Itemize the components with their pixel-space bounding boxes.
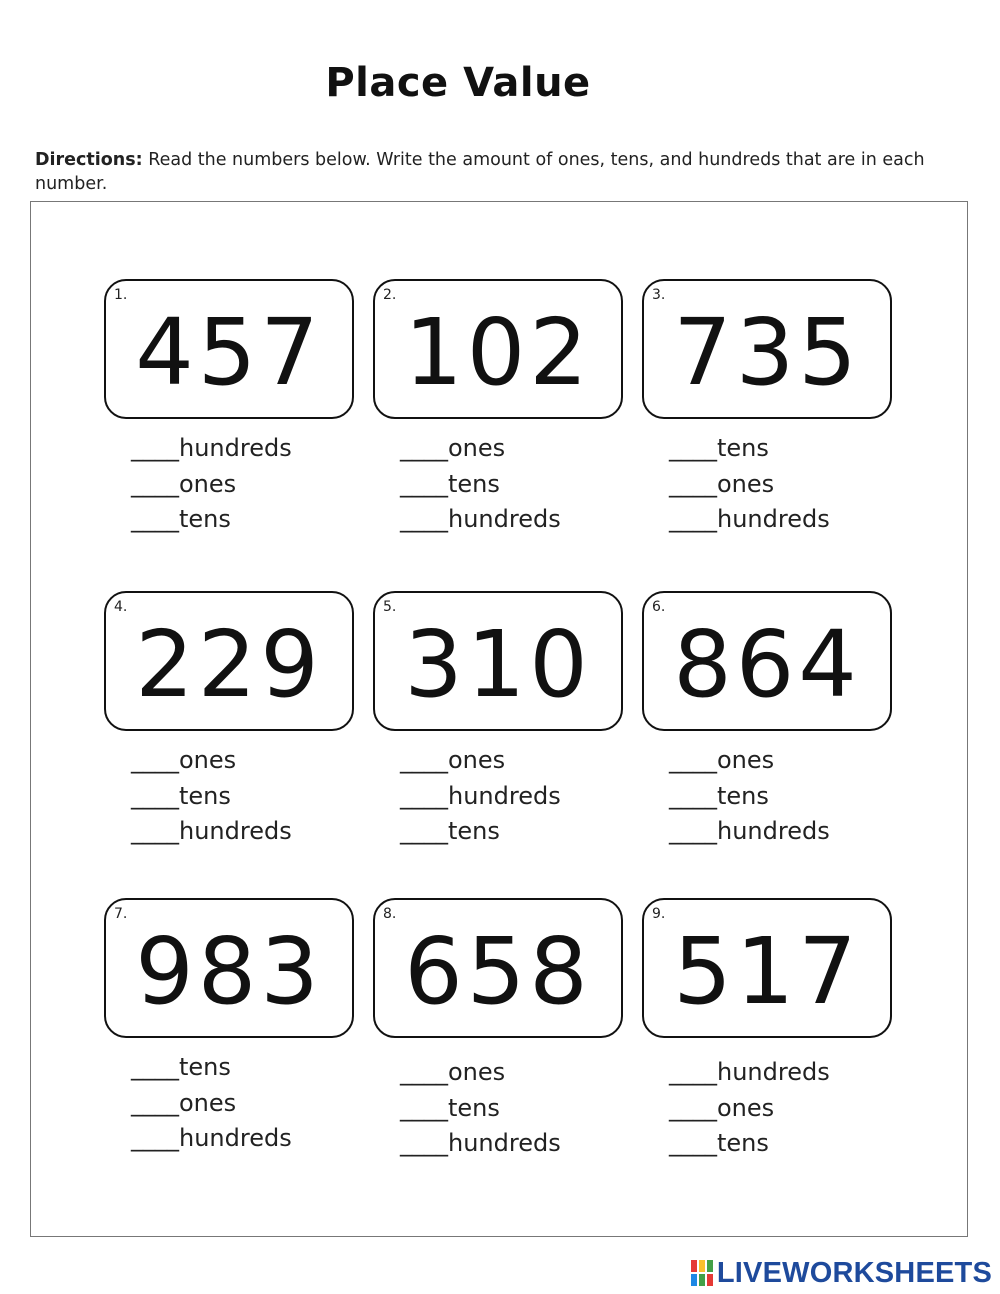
place-value-word: tens <box>717 781 769 810</box>
answer-blank[interactable]: ____ <box>400 1129 448 1157</box>
answer-blank[interactable]: ____ <box>131 817 179 845</box>
problem-label: 1. <box>114 287 128 303</box>
answer-line <box>400 1091 628 1127</box>
problem-number: 229 <box>135 611 323 718</box>
place-value-word: ones <box>717 746 775 774</box>
answer-blank[interactable]: ____ <box>131 746 179 774</box>
problem-1 <box>104 279 359 538</box>
answer-blank[interactable]: ____ <box>131 1124 179 1152</box>
problem-label: 8. <box>383 906 397 922</box>
answer-blank[interactable]: ____ <box>400 1093 448 1122</box>
place-value-word: ones <box>179 746 237 774</box>
place-value-word: tens <box>717 1129 769 1157</box>
answer-line <box>131 1050 359 1086</box>
answer-lines <box>104 743 359 850</box>
problem-label: 5. <box>383 599 397 615</box>
place-value-word: hundreds <box>179 1124 292 1152</box>
place-value-word: ones <box>448 1058 506 1086</box>
problem-4 <box>104 591 359 850</box>
answer-lines <box>642 1055 897 1162</box>
answer-blank[interactable]: ____ <box>669 817 717 845</box>
answer-line <box>400 779 628 815</box>
answer-line <box>669 1055 897 1091</box>
answer-line <box>669 467 897 503</box>
place-value-word: tens <box>179 505 231 533</box>
place-value-word: ones <box>717 1093 775 1122</box>
answer-line <box>669 779 897 815</box>
answer-blank[interactable]: ____ <box>400 505 448 533</box>
problem-2 <box>373 279 628 538</box>
answer-line <box>400 467 628 503</box>
answer-blank[interactable]: ____ <box>131 469 179 498</box>
answer-line <box>669 1091 897 1127</box>
problem-7 <box>104 898 359 1157</box>
answer-blank[interactable]: ____ <box>669 469 717 498</box>
problem-5 <box>373 591 628 850</box>
problem-number: 310 <box>404 611 592 718</box>
place-value-word: ones <box>717 469 775 498</box>
page-title: Place Value <box>325 60 591 106</box>
answer-line <box>669 743 897 779</box>
liveworksheets-logo-icon <box>691 1260 713 1286</box>
place-value-word: hundreds <box>179 434 292 462</box>
place-value-word: hundreds <box>179 817 292 845</box>
problem-number: 517 <box>673 918 861 1025</box>
answer-blank[interactable]: ____ <box>400 434 448 462</box>
answer-lines <box>642 431 897 538</box>
answer-lines <box>373 743 628 850</box>
problem-9 <box>642 898 897 1162</box>
number-box <box>373 898 623 1038</box>
answer-blank[interactable]: ____ <box>669 1129 717 1157</box>
answer-line <box>669 1126 897 1162</box>
place-value-word: hundreds <box>448 781 561 810</box>
answer-blank[interactable]: ____ <box>669 746 717 774</box>
answer-line <box>131 814 359 850</box>
place-value-word: ones <box>179 469 237 498</box>
answer-line <box>131 502 359 538</box>
place-value-word: tens <box>448 817 500 845</box>
answer-blank[interactable]: ____ <box>131 781 179 810</box>
answer-lines <box>104 431 359 538</box>
number-box <box>373 279 623 419</box>
answer-blank[interactable]: ____ <box>669 505 717 533</box>
answer-blank[interactable]: ____ <box>400 746 448 774</box>
answer-line <box>131 467 359 503</box>
answer-line <box>131 431 359 467</box>
place-value-word: ones <box>448 434 506 462</box>
answer-line <box>400 743 628 779</box>
problem-3 <box>642 279 897 538</box>
answer-line <box>669 814 897 850</box>
place-value-word: hundreds <box>717 505 830 533</box>
place-value-word: tens <box>179 781 231 810</box>
answer-line <box>669 431 897 467</box>
problem-label: 2. <box>383 287 397 303</box>
directions <box>35 148 935 196</box>
answer-blank[interactable]: ____ <box>400 781 448 810</box>
number-box <box>104 898 354 1038</box>
number-box <box>373 591 623 731</box>
answer-blank[interactable]: ____ <box>400 1058 448 1086</box>
problem-number: 864 <box>673 611 861 718</box>
place-value-word: ones <box>448 746 506 774</box>
problem-6 <box>642 591 897 850</box>
answer-line <box>669 502 897 538</box>
number-box <box>642 591 892 731</box>
answer-line <box>131 1086 359 1122</box>
place-value-word: tens <box>448 469 500 498</box>
problem-label: 7. <box>114 906 128 922</box>
answer-lines <box>642 743 897 850</box>
problem-label: 3. <box>652 287 666 303</box>
answer-blank[interactable]: ____ <box>131 1053 179 1081</box>
problem-label: 4. <box>114 599 128 615</box>
answer-blank[interactable]: ____ <box>669 781 717 810</box>
problem-label: 9. <box>652 906 666 922</box>
place-value-word: hundreds <box>448 505 561 533</box>
answer-blank[interactable]: ____ <box>669 1058 717 1086</box>
logo-text: LIVEWORKSHEETS <box>716 1256 992 1289</box>
answer-lines <box>373 431 628 538</box>
problem-number: 983 <box>135 918 323 1025</box>
problem-number: 658 <box>404 918 592 1025</box>
problem-number: 457 <box>135 299 323 406</box>
number-box <box>104 279 354 419</box>
problem-8 <box>373 898 628 1162</box>
place-value-word: tens <box>179 1053 231 1081</box>
problem-number: 102 <box>404 299 592 406</box>
directions-label: Directions: <box>35 150 143 170</box>
answer-blank[interactable]: ____ <box>131 505 179 533</box>
answer-line <box>400 1055 628 1091</box>
place-value-word: hundreds <box>448 1129 561 1157</box>
place-value-word: ones <box>179 1088 237 1117</box>
problem-number: 735 <box>673 299 861 406</box>
number-box <box>642 898 892 1038</box>
answer-blank[interactable]: ____ <box>400 817 448 845</box>
answer-line <box>131 1121 359 1157</box>
answer-line <box>131 743 359 779</box>
answer-line <box>400 814 628 850</box>
answer-line <box>400 502 628 538</box>
answer-lines <box>104 1050 359 1157</box>
answer-line <box>400 431 628 467</box>
number-box <box>104 591 354 731</box>
liveworksheets-logo <box>691 1256 992 1290</box>
answer-blank[interactable]: ____ <box>669 434 717 462</box>
answer-blank[interactable]: ____ <box>131 1088 179 1117</box>
place-value-word: hundreds <box>717 817 830 845</box>
answer-line <box>400 1126 628 1162</box>
answer-blank[interactable]: ____ <box>669 1093 717 1122</box>
answer-lines <box>373 1055 628 1162</box>
answer-blank[interactable]: ____ <box>400 469 448 498</box>
problem-label: 6. <box>652 599 666 615</box>
answer-blank[interactable]: ____ <box>131 434 179 462</box>
answer-line <box>131 779 359 815</box>
place-value-word: tens <box>448 1093 500 1122</box>
directions-text: Read the numbers below. Write the amount of ones, tens, and hundreds that are in each number. <box>35 150 925 194</box>
number-box <box>642 279 892 419</box>
place-value-word: tens <box>717 434 769 462</box>
place-value-word: hundreds <box>717 1058 830 1086</box>
